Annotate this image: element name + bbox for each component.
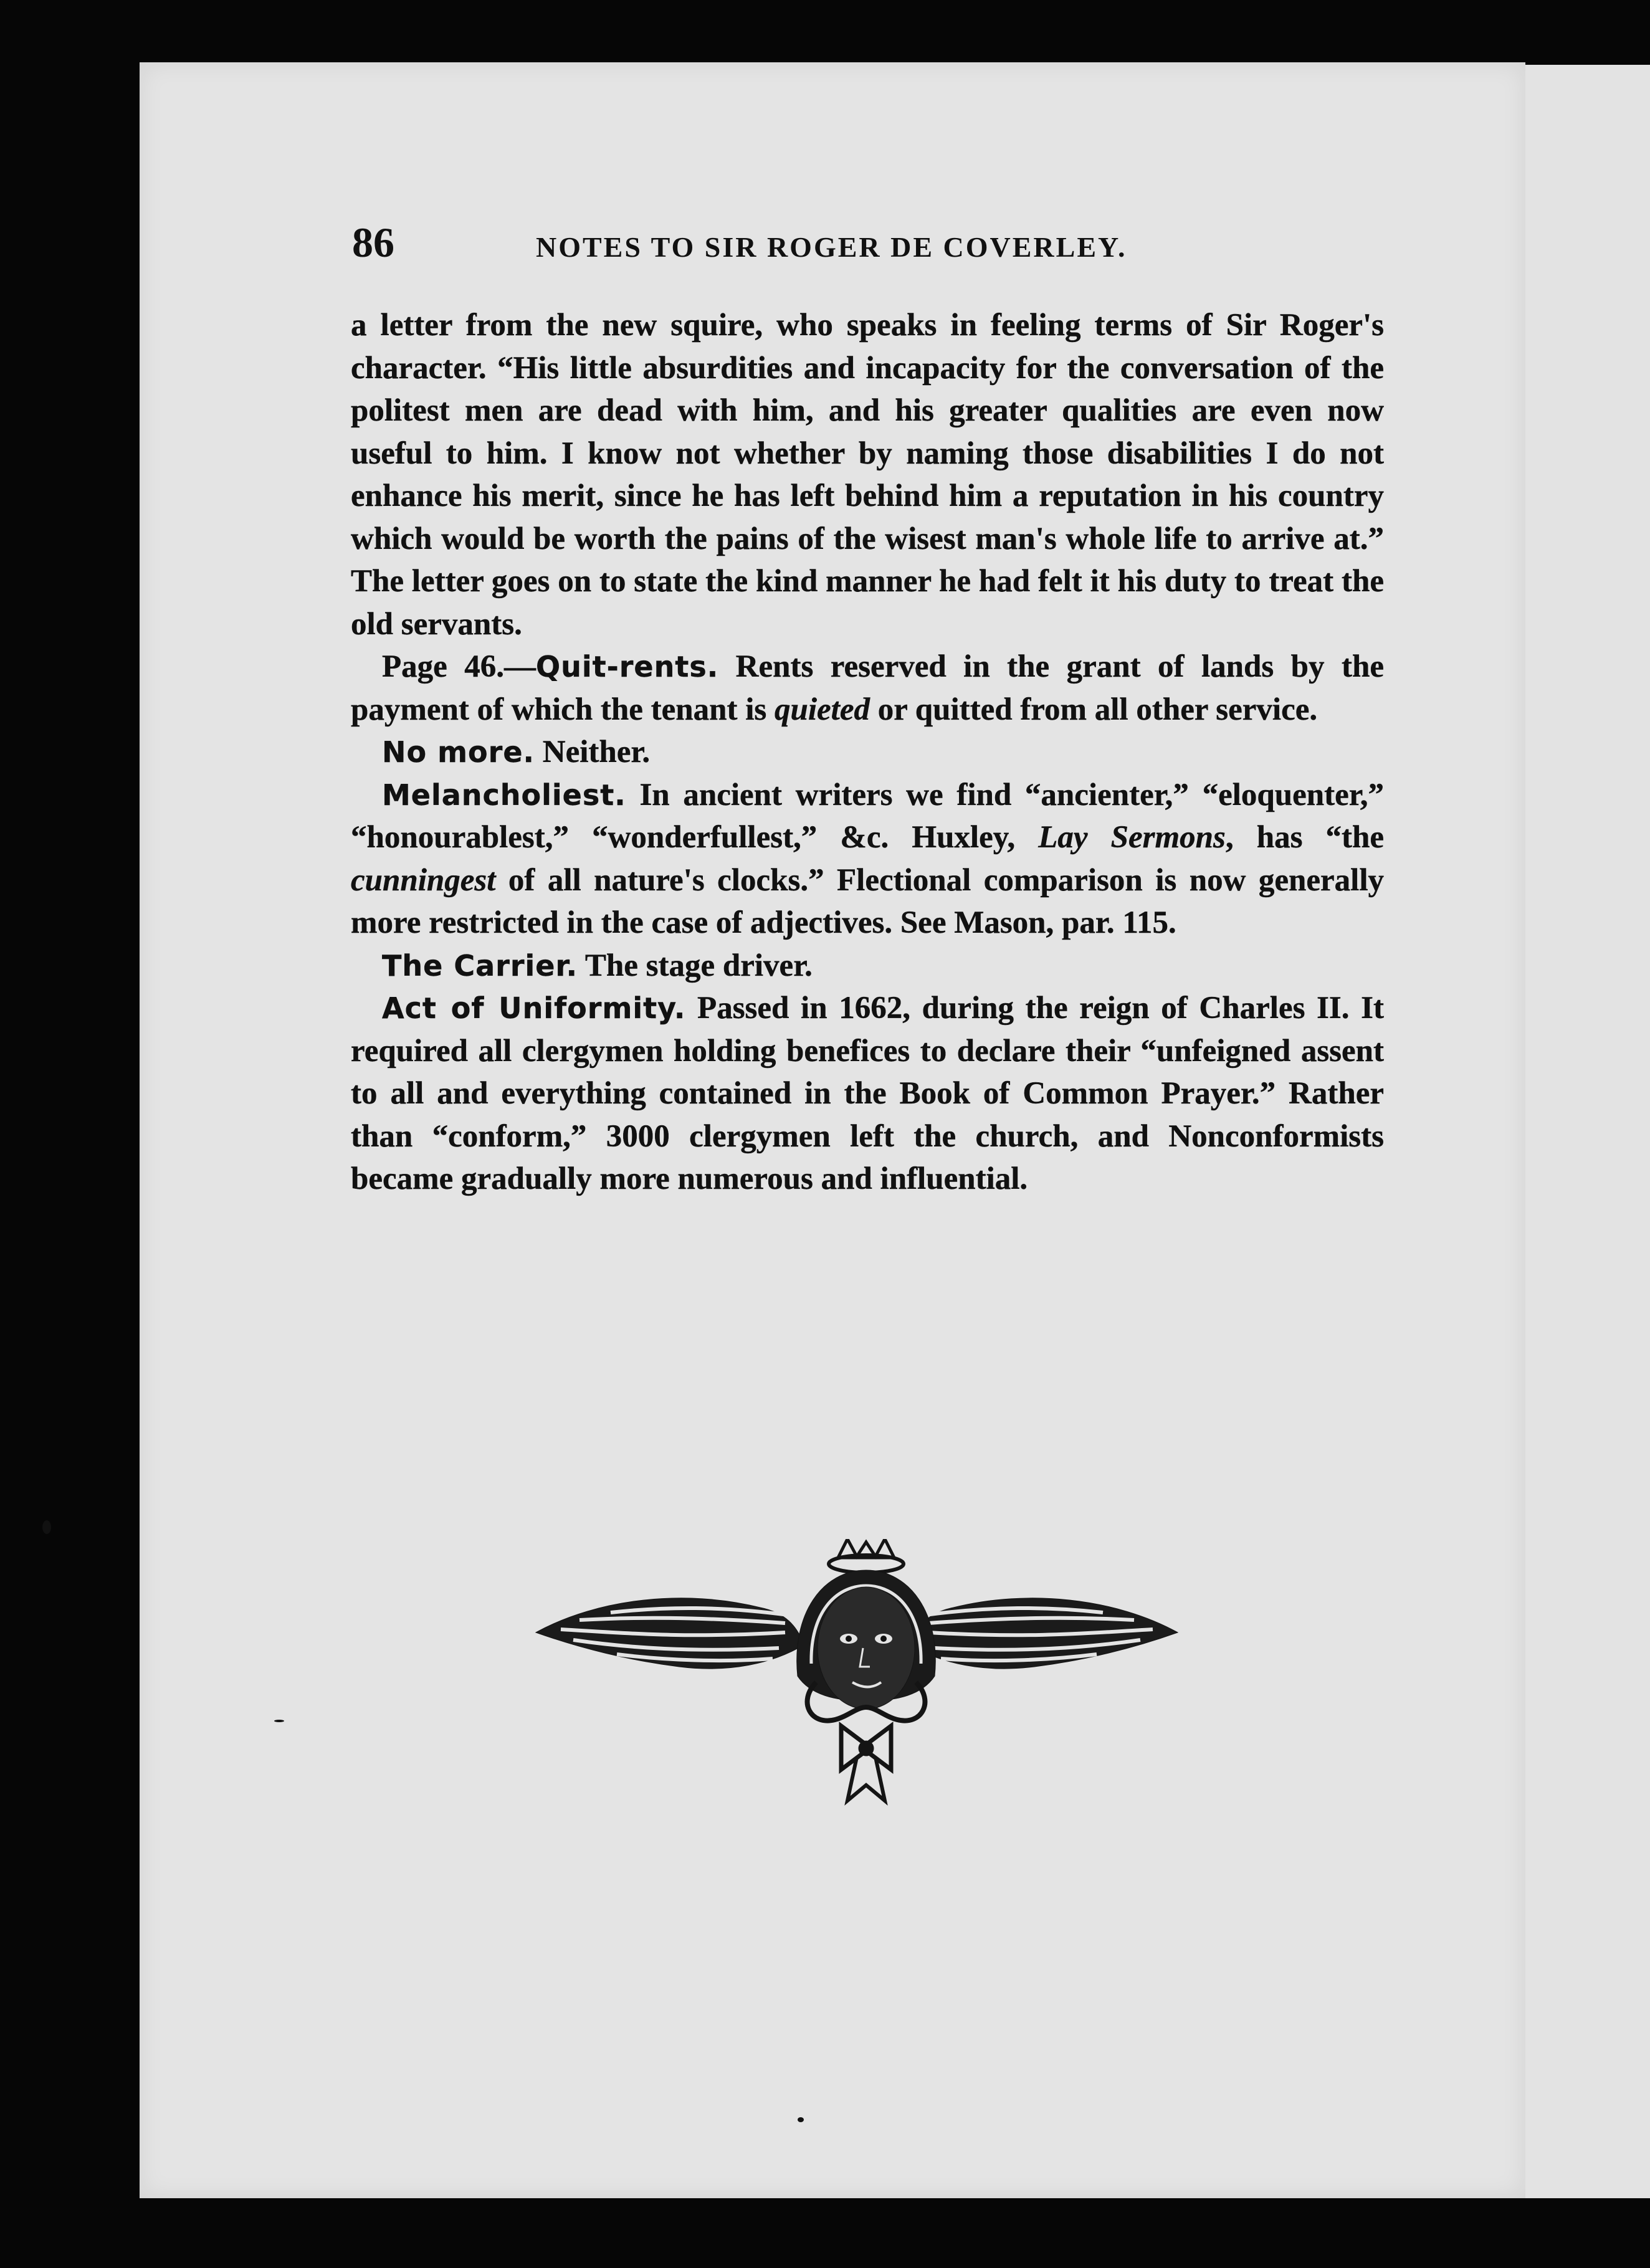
winged-cherub-head-icon xyxy=(523,1539,1190,1838)
running-title: NOTES TO SIR ROGER DE COVERLEY. xyxy=(536,231,1127,263)
note-text: The stage driver. xyxy=(578,948,813,983)
lemma-quit-rents: Quit-rents. xyxy=(536,650,719,684)
note-act-of-uniformity xyxy=(351,987,1384,1201)
note-text: Neither. xyxy=(535,735,651,770)
italic-term: cunningest xyxy=(351,862,496,898)
italic-title: Lay Sermons xyxy=(1038,820,1226,855)
facing-page-edge xyxy=(1520,65,1650,2198)
lemma-no-more: No more. xyxy=(382,735,535,769)
note-text: , has “the xyxy=(1225,820,1384,855)
note-the-carrier xyxy=(351,945,1384,988)
notes-text xyxy=(351,304,1384,1201)
note-text: of all nature's clocks.” Flectional comparison is now generally more restricted in the case of adjectives. See Mason, par. 115. xyxy=(351,862,1384,940)
paragraph-letter: a letter from the new squire, who speaks in feeling terms of Sir Roger's character. “His little absurdities and incapacity for the conversation of the politest men are dead with him, and his greater qualities are even now useful to him. I know not whether by naming those disabilities I do not enhance his merit, since he has left behind him a reputation in his country which would be worth the pains of the wisest man's whole life to arrive at.” The letter goes on to state the kind manner he had felt it his duty to treat the old servants. xyxy=(351,308,1384,642)
lemma-melancholiest: Melancholiest. xyxy=(382,778,626,812)
note-melancholiest xyxy=(351,774,1384,945)
note-text: Rents reserved in the grant of lands by the payment of which the tenant is xyxy=(351,649,1384,727)
page-number: 86 xyxy=(352,219,394,266)
note-quit-rents xyxy=(351,646,1384,731)
note-text: In ancient writers we find “ancienter,” “eloquenter,” “honourablest,” “wonderfullest,” &c. Huxley, xyxy=(351,777,1384,855)
lemma-the-carrier: The Carrier. xyxy=(382,948,578,983)
note-no-more xyxy=(351,731,1384,774)
note-text: or quitted from all other service. xyxy=(870,692,1318,727)
italic-term: quieted xyxy=(775,692,870,727)
running-head xyxy=(352,218,1256,268)
page-reference: Page 46.— xyxy=(382,649,536,684)
note-text: Passed in 1662, during the reign of Charles II. It required all clergymen holding benefices to declare their “unfeigned assent to all and everything contained in the Book of Common Prayer.” Rather than “conform,” 3000 clergymen left the church, and Nonconformists became gradually more numerous and influential. xyxy=(351,991,1384,1196)
lemma-act-of-uniformity: Act of Uniformity. xyxy=(382,991,686,1025)
